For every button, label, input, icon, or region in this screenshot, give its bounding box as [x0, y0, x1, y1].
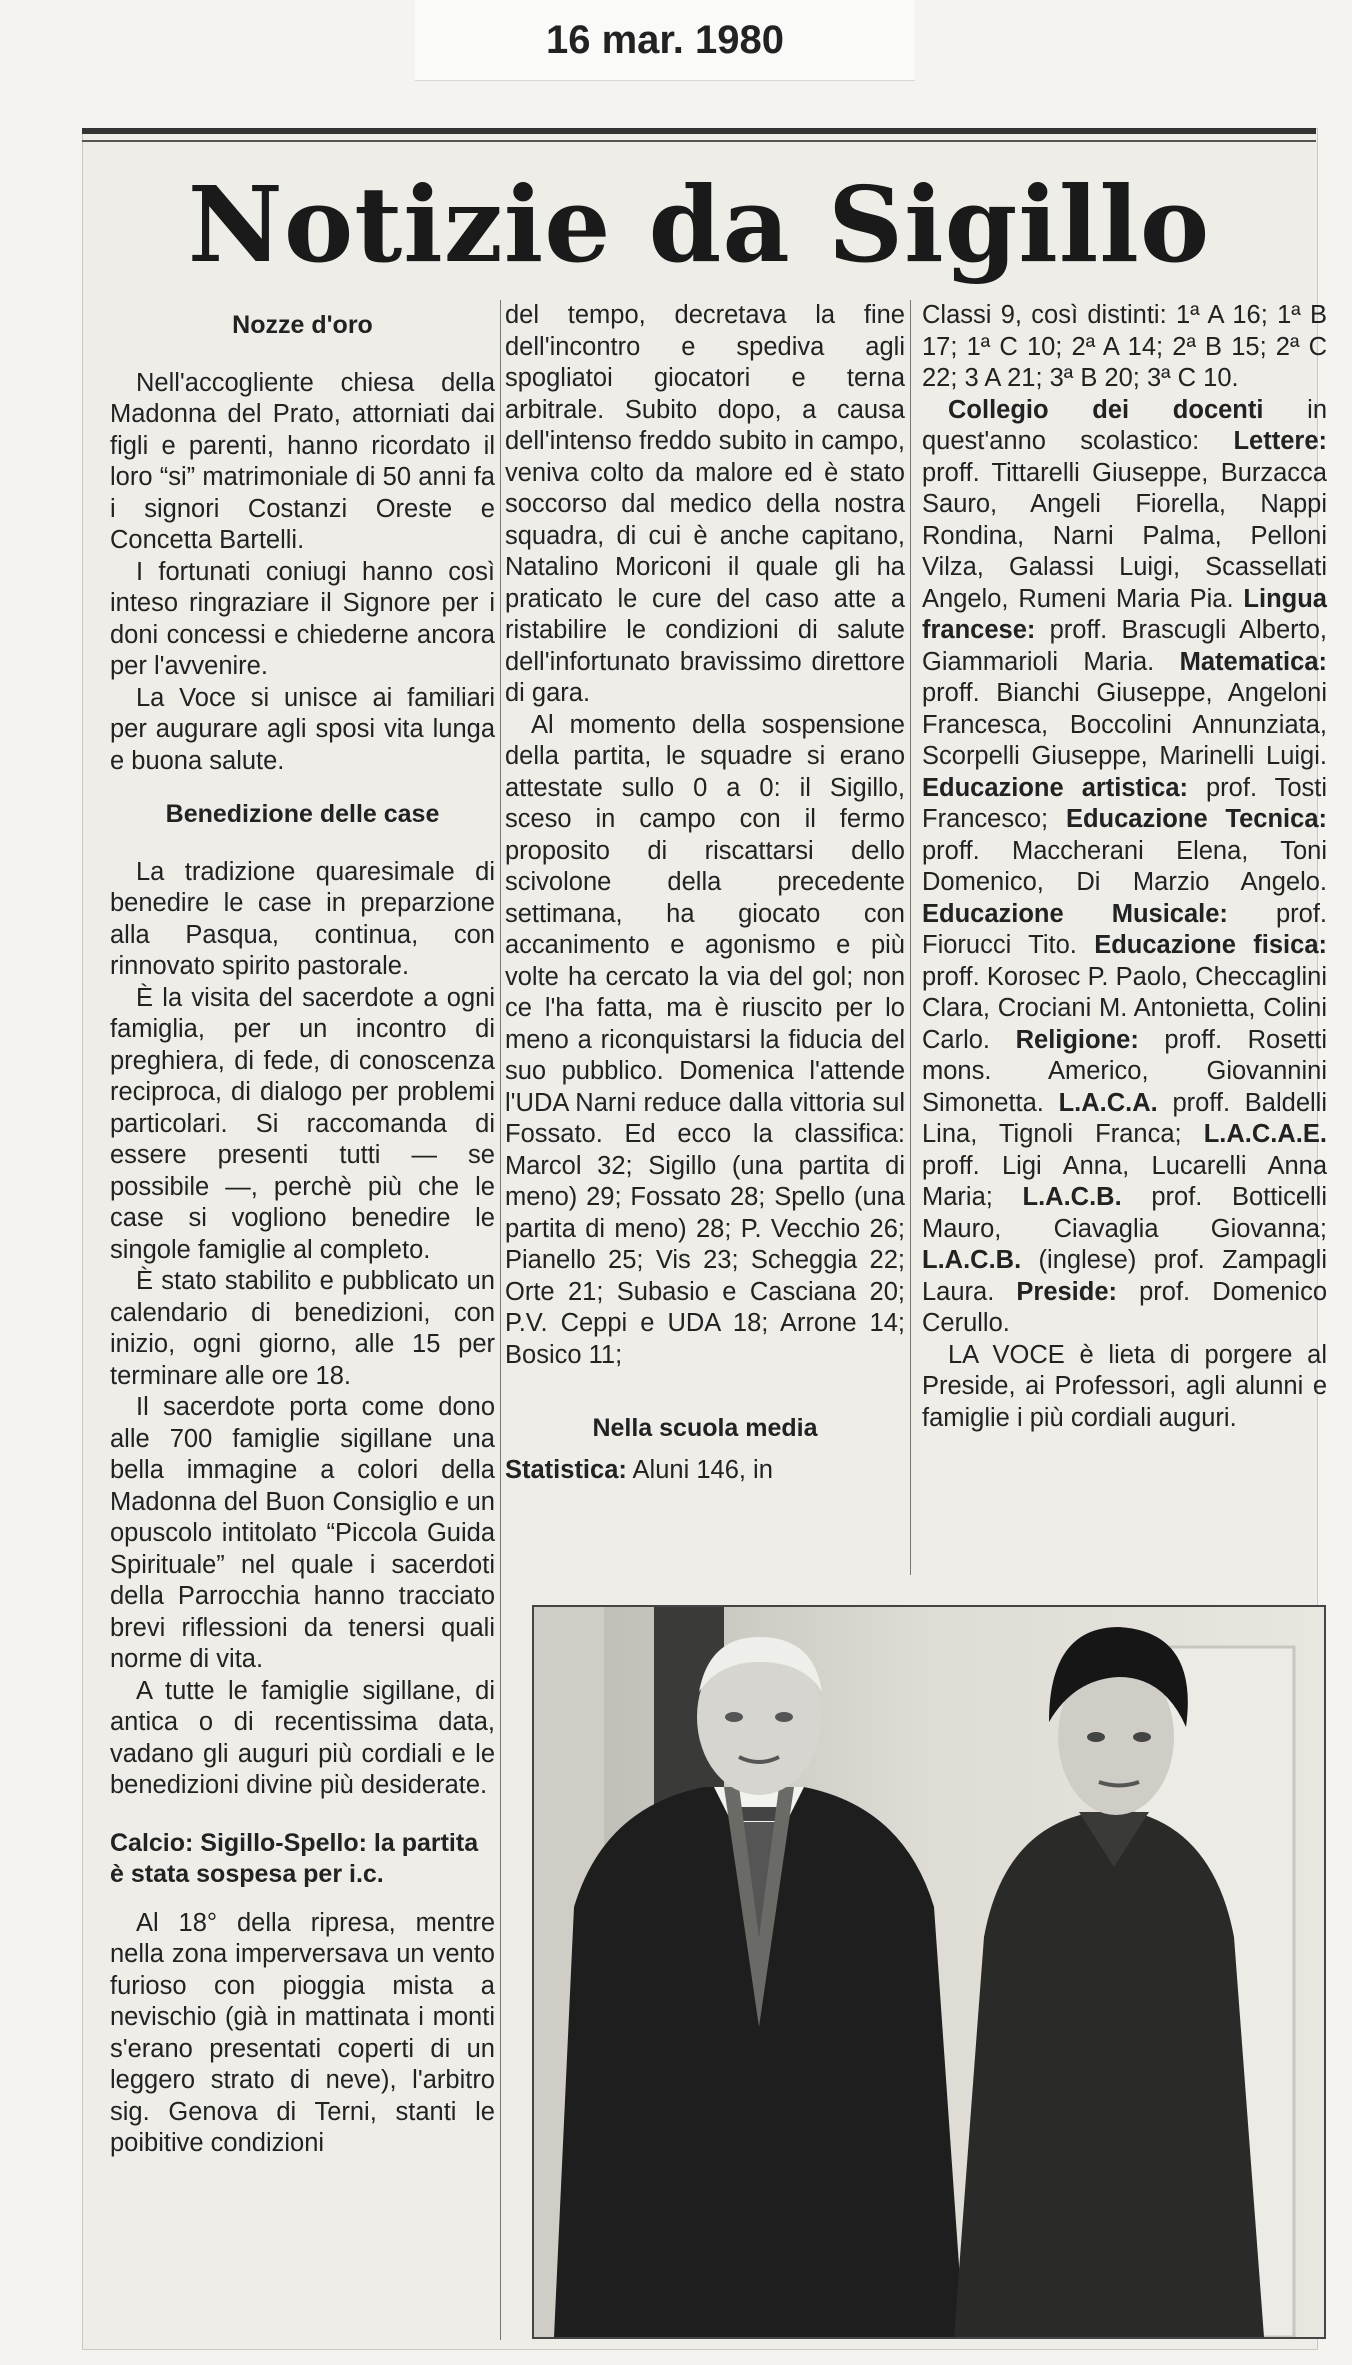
paragraph: Al momento della sospensione della partita, le squadre si erano attestate sullo 0 a 0: il Sigillo, sceso in campo con il fermo proposito di riscattarsi dello scivolone della precedente settimana, ha giocato con accanimento e agonismo e più volte ha cercato la via del gol; non ce l'ha fatta, ma è riuscito per lo meno a riconquistarsi la fiducia del suo pubblico. Domenica l'attende l'UDA Narni reduce dalla vittoria sul Fossato. Ed ecco la classifica: Marcol 32; Sigillo (una partita di meno) 29; Fossato 28; Spello (una partita di meno) 28; P. Vecchio 26; Pianello 25; Vis 23; Scheggia 22; Orte 21; Subasio e Casciana 20; P.V. Ceppi e UDA 18; Arrone 14; Bosico 11; [505, 710, 905, 1369]
column-divider [500, 300, 501, 2340]
text: proff. Ligi Anna, Lucarelli Anna Maria; [922, 1151, 1327, 1211]
label-lacb: L.A.C.B. [1022, 1183, 1122, 1211]
article-column-1 [110, 300, 495, 2160]
section-heading-calcio: Calcio: Sigillo-Spello: la partita è stata sospesa per i.c. [110, 1828, 479, 1888]
statistica-continued: Classi 9, così distinti: 1ª A 16; 1ª B 17; 1ª C 10; 2ª A 14; 2ª B 15; 2ª C 22; 3 A 21; 3ª B 20; 3ª C 10. [922, 301, 1327, 392]
top-rule-thin [82, 140, 1316, 142]
label-religione: Religione: [1015, 1025, 1139, 1054]
paragraph: La Voce si unisce ai familiari per augurare agli sposi vita lunga e buona salute. [110, 683, 495, 775]
text: proff. Bianchi Giuseppe, Angeloni Francesca, Boccolini Annunziata, Scorpelli Giuseppe, Marinelli Luigi. [922, 679, 1327, 770]
text: prof. Botticelli Mauro, Ciavaglia Giovanna; [922, 1183, 1327, 1243]
paragraph-collegio [922, 395, 1327, 1340]
label-artistica: Educazione artistica: [922, 773, 1188, 802]
paragraph-calcio-continued: del tempo, decretava la fine dell'incontro e spediva agli spogliatoi giocatori e terna arbitrale. Subito dopo, a causa dell'intenso freddo subito in campo, veniva colto da malore ed è stato soccorso dal medico della nostra squadra, di cui è anche capitano, Natalino Moriconi il quale gli ha praticato le cure del caso atte a ristabilire le condizioni di salute dell'infortunato bravissimo direttore di gara. [505, 301, 905, 707]
label-francese: Lingua francese: [922, 584, 1327, 644]
label-statistica: Statistica: [505, 1455, 627, 1484]
column-divider [910, 300, 911, 1575]
label-lacae: L.A.C.A.E. [1203, 1120, 1327, 1148]
paragraph: La tradizione quaresimale di benedire le case in preparzione alla Pasqua, continua, con rinnovato spirito pastorale. [110, 857, 495, 980]
paragraph-statistica [505, 1455, 905, 1487]
label-musicale: Educazione Musicale: [922, 899, 1228, 928]
paragraph: È stato stabilito e pubblicato un calendario di benedizioni, con inizio, ogni giorno, alle 15 per terminare alle ore 18. [110, 1267, 495, 1390]
text: prof. Tosti Francesco; [922, 773, 1327, 833]
label-laca: L.A.C.A. [1058, 1088, 1158, 1117]
text: proff. Korosec P. Paolo, Checcaglini Clara, Crociani M. Antonietta, Colini Carlo. [922, 962, 1327, 1054]
article-column-3 [922, 300, 1327, 1434]
label-lacb-inglese: L.A.C.B. [922, 1246, 1022, 1274]
text: prof. Domenico Cerullo. [922, 1277, 1328, 1337]
section-heading-benedizione: Benedizione delle case [165, 800, 440, 828]
paragraph-calcio-start: Al 18° della ripresa, mentre nella zona imperversava un vento furioso con pioggia mista a nevischio (già in mattinata i monti s'erano presentati coperti di un leggero strato di neve), l'arbitro sig. Genova di Terni, stanti le poibitive condizioni [110, 1908, 495, 2157]
paragraph: A tutte le famiglie sigillane, di antica o di recentissima data, vadano gli auguri più cordiali e le benedizioni divine più desiderate. [110, 1676, 495, 1799]
paragraph: I fortunati coniugi hanno così inteso ringraziare il Signore per i doni concessi e chiederne ancora per l'avvenire. [110, 557, 495, 680]
label-lettere: Lettere: [1233, 427, 1327, 455]
paragraph: È la visita del sacerdote a ogni famiglia, per un incontro di preghiera, di fede, di conoscenza reciproca, di dialogo per problemi particolari. Si raccomanda di essere presenti tutti — se possibile —, perchè più che le case si vogliono benedire le singole famiglie al completo. [110, 983, 495, 1264]
label-fisica: Educazione fisica: [1094, 931, 1327, 959]
text: (inglese) prof. Zampagli Laura. [922, 1246, 1327, 1306]
paragraph: Il sacerdote porta come dono alle 700 famiglie sigillane una bella immagine a colori della Madonna del Buon Consiglio e un opuscolo intitolato “Piccola Guida Spirituale” nel quale i sacerdoti della Parrocchia hanno tracciato brevi riflessioni da tenersi quali norme di vita. [110, 1393, 495, 1673]
text: proff. Rosetti mons. Americo, Giovannini Simonetta. [922, 1025, 1327, 1117]
text: in quest'anno scolastico: [922, 395, 1327, 455]
section-heading-nozze: Nozze d'oro [232, 311, 373, 339]
statistica-text: Aluni 146, in [626, 1455, 773, 1484]
masthead-title: Notizie da Sigillo [187, 163, 1211, 286]
section-heading-scuola: Nella scuola media [592, 1414, 818, 1442]
text: proff. Brascugli Alberto, Giammarioli Maria. [922, 616, 1327, 676]
text: proff. Maccherani Elena, Toni Domenico, Di Marzio Angelo. [922, 836, 1327, 896]
article-column-2 [505, 300, 905, 1486]
paragraph-closing: LA VOCE è lieta di porgere al Preside, ai Professori, agli alunni e famiglie i più cordiali auguri. [922, 1340, 1327, 1432]
couple-photo [532, 1605, 1326, 2339]
text: prof. Fiorucci Tito. [922, 899, 1327, 959]
text: proff. Tittarelli Giuseppe, Burzacca Sauro, Angeli Fiorella, Nappi Rondina, Narni Palma, Pelloni Vilza, Galassi Luigi, Scassellati Angelo, Rumeni Maria Pia. [922, 458, 1327, 613]
photo-illustration [534, 1607, 1324, 2337]
label-preside: Preside: [1016, 1277, 1118, 1306]
label-tecnica: Educazione Tecnica: [1065, 805, 1327, 833]
label-matematica: Matematica: [1179, 647, 1327, 676]
paragraph: Nell'accogliente chiesa della Madonna del Prato, attorniati dai figli e parenti, hanno ricordato il loro “si” matrimoniale di 50 anni fa i signori Costanzi Oreste e Concetta Bartelli. [110, 368, 495, 554]
top-rule [82, 128, 1316, 134]
label-collegio: Collegio dei docenti [948, 395, 1264, 424]
archive-date-label: 16 mar. 1980 [415, 0, 915, 81]
text: proff. Baldelli Lina, Tignoli Franca; [922, 1088, 1327, 1148]
